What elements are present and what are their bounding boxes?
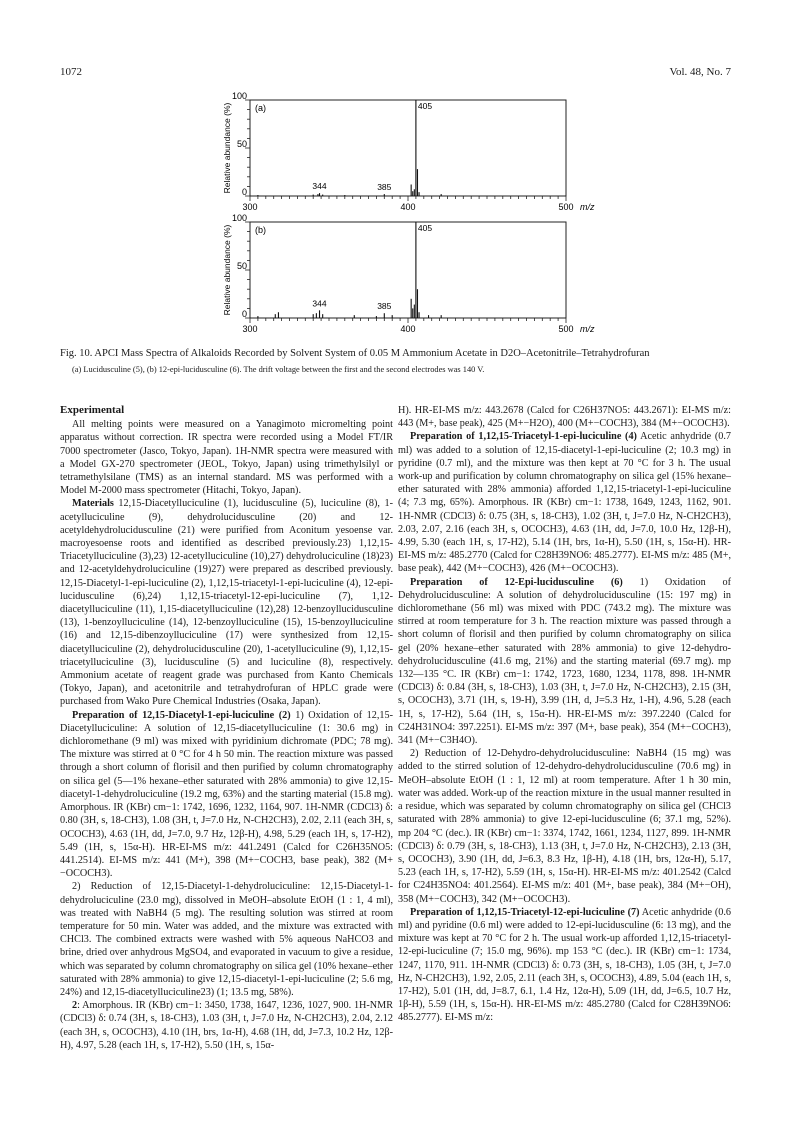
paragraph-compound-2 <box>60 999 393 1052</box>
experimental-heading: Experimental <box>60 404 125 416</box>
paragraph-instruments: All melting points were measured on a Yanagimoto micromelting point apparatus without correction. IR spectra were recorded using a Model FT/IR 7000 spectrometer (Jasco, Tokyo, Japan). 1H-NMR spectra were measured with a Model GX-270 spectrometer (JEOL, Tokyo, Japan) using trimethylsilyl or tetramethylsilane (TMS) as an internal standard. MS was performed with a Model M-2000 mass spectrometer (Hitachi, Tokyo, Japan). <box>60 419 393 497</box>
panel-label: (b) <box>255 225 266 235</box>
paragraph-continued: H). HR-EI-MS m/z: 443.2678 (Calcd for C26H37NO5: 443.2671): EI-MS m/z: 443 (M+, base peak), 425 (M+−H2O), 400 (M+−COCH3), 384 (M+−OCOCH3). <box>398 405 731 430</box>
y-axis-label: Relative abundance (%) <box>222 224 232 316</box>
mass-spectra-figure <box>0 0 793 345</box>
x-tick-label: 400 <box>400 202 416 212</box>
y-tick-label: 50 <box>236 139 247 149</box>
spectrum-panel-b <box>222 213 595 334</box>
x-tick-label: 300 <box>242 202 258 212</box>
peak-label: 385 <box>377 182 392 193</box>
materials-heading: Materials <box>72 498 114 510</box>
prep-2-text: 1) Oxidation of 12,15-Diacetylluciculine: A solution of 12,15-diacetylluciculine (1: 30.6 mg) in dichloromethane (9 ml) was mixed with pyridinium dichromate (PDC; 78 mg). The mixture was stirred at 0 °C for 4 h 50 min. The reaction mixture was passed through a short column of florisil and then purified by column chromatography on silica gel (5—1% hexane–ether saturated with 28% ammonia) to give 12,15-diacetyl-1-dehydroluciculine (19.2 mg, 63%) and the starting material (15.8 mg). Amorphous. IR (KBr) cm−1: 1742, 1696, 1232, 1164, 907. 1H-NMR (CDCl3) δ: 0.80 (3H, s, 18-CH3), 1.08 (3H, t, J=7.0 Hz, N-CH2CH3), 2.02, 2.11 (each 3H, s, OCOCH3), 4.63 (1H, dd, J=7.0, 9.7 Hz, 12β-H), 4.98, 5.29 (each 1H, s, 17-H2), 5.49 (1H, s, 15α-H). HR-EI-MS m/z: 441.2491 (Calcd for C26H35NO5: 441.2514). EI-MS m/z: 441 (M+), 398 (M+−COCH3, base peak), 382 (M+−OCOCH3). <box>60 709 393 880</box>
x-tick-label: 500 <box>558 202 574 212</box>
volume-issue: Vol. 48, No. 7 <box>669 66 731 78</box>
y-tick-label: 0 <box>241 309 247 319</box>
y-tick-label: 50 <box>236 261 247 271</box>
x-axis-label: m/z <box>580 324 595 334</box>
x-tick-label: 500 <box>558 324 574 334</box>
x-tick-label: 300 <box>242 324 258 334</box>
compound-2-data: : Amorphous. IR (KBr) cm−1: 3450, 1738, 1647, 1236, 1027, 900. 1H-NMR (CDCl3) δ: 0.74 (3H, s, 18-CH3), 1.03 (3H, t, J=7.0 Hz, N-CH2CH3), 2.04, 2.12 (each 3H, s, OCOCH3), 4.10 (1H, brs, 1α-H), 4.68 (1H, dd, J=7.3, 10.2 Hz, 12β-H), 4.97, 5.28 (each 1H, s, 17-H2), 5.50 (1H, s, 15α- <box>60 1000 393 1051</box>
paragraph-prep-2-reduction: 2) Reduction of 12,15-Diacetyl-1-dehydroluciculine: 12,15-Diacetyl-1-dehydroluciculine (23.0 mg), dissolved in MeOH–absolute EtOH (1 : 1, 4 ml), was treated with NaBH4 (5 mg). The resulting solution was stirred at room temperature for 50 min. Water was added, and the mixture was extracted with CHCl3. The combined extracts were washed with 5% aqueous NaHCO3 and brine, dried over anhydrous MgSO4, and evaporated in vacuum to give a residue, which was separated by column chromatography on silica gel (10% hexane–ether saturated with 28% ammonia) to give 12,15-diacetyl-1-epi-luciculine (2; 5.6 mg, 24%) and 12,15-diacetylluciculine23) (1; 13.5 mg, 58%). <box>60 881 393 998</box>
peak-label: 344 <box>312 298 327 309</box>
figure-caption: Fig. 10. APCI Mass Spectra of Alkaloids Recorded by Solvent System of 0.05 M Ammonium Acetate in D2O–Acetonitrile–Tetrahydrofuran <box>60 348 650 359</box>
spectrum-panel-a <box>222 91 595 212</box>
prep-7-text: Acetic anhydride (0.6 ml) and pyridine (0.6 ml) were added to 12-epi-lucidusculine (6: 13 mg), and the mixture was kept at 70 °C for 2 h. The usual work-up afforded 1,12,15-triacetyl-12-epi-luciculine (7; 15.0 mg, 96%). mp 153 °C (dec.). IR (KBr) cm−1: 1734, 1247, 1170, 911. 1H-NMR (CDCl3) δ: 0.73 (3H, s, 18-CH3), 1.05 (3H, t, J=7.0 Hz, N-CH2CH3), 1.92, 2.05, 2.11 (each 3H, s, OCOCH3), 4.89, 5.04 (each 1H, s, 17-H2), 5.01 (1H, dd, J=8.7, 6.1, 1.4 Hz, 12α-H), 5.09 (1H, dd, J=6.5, 10.7 Hz, 1β-H), 5.59 (1H, s, 15α-H). HR-EI-MS m/z: 485.2780 (Calcd for C28H39NO6: 485.2777). EI-MS m/z: <box>398 906 731 1024</box>
paragraph-prep-4 <box>398 430 731 575</box>
paragraph-materials <box>60 497 393 708</box>
prep-7-heading: Preparation of 1,12,15-Triacetyl-12-epi-luciculine (7) <box>410 906 640 918</box>
y-axis-label: Relative abundance (%) <box>222 102 232 194</box>
compound-2-label: 2 <box>72 1000 78 1012</box>
peak-label: 405 <box>417 101 433 111</box>
prep-6-text: 1) Oxidation of Dehydrolucidusculine: A solution of dehydrolucidusculine (15: 197 mg) in dichloromethane (56 ml) was mixed with PDC (743.2 mg). The mixture was stirred at room temperature for 3 h. The reaction mixture was passed through a short column of florisil and then purified by column chromatography on silica gel (20% hexane–ether saturated with 28% ammonia) to give 12-dehydro-dehydrolucidusculine (41.6 mg, 21%) and the starting material (69.7 mg). mp 132—135 °C. IR (KBr) cm−1: 1742, 1723, 1680, 1234, 1178, 898. 1H-NMR (CDCl3) δ: 0.84 (3H, s, 18-CH3), 1.03 (3H, t, J=7.0 Hz, N-CH2CH3), 2.15 (3H, s, OCOCH3), 3.71 (1H, s, 19-H), 3.99 (1H, d, J=5.3 Hz, 1-H), 4.96, 5.28 (each 1H, s, 17-H2), 5.64 (1H, s, 15α-H). HR-EI-MS m/z: 397.2240 (Calcd for C24H31NO4: 397.2251). EI-MS m/z: 397 (M+, base peak), 354 (M+−COCH3), 341 (M+−C3H4O). <box>398 576 731 747</box>
prep-4-text: Acetic anhydride (0.7 ml) was added to a solution of 12,15-diacetyl-1-epi-luciculine (2; 10.3 mg) in pyridine (0.7 ml), and the mixture was then kept at 70 °C for 3 h. The usual work-up and purification by column chromatography on silica gel (15% hexane–ether saturated with 28% ammonia) afforded 1,12,15-triacetyl-1-epi-luciculine (4; 7.3 mg, 65%). Amorphous. IR (KBr) cm−1: 1738, 1649, 1243, 1162, 901. 1H-NMR (CDCl3) δ: 0.75 (3H, s, 18-CH3), 1.02 (3H, t, J=7.0 Hz, N-CH2CH3), 2.03, 2.07, 2.16 (each 3H, s, OCOCH3), 4.63 (1H, dd, J=7.0, 10.0 Hz, 12β-H), 4.99, 5.30 (each 1H, s, 17-H2), 5.14 (1H, brs, 1α-H), 5.50 (1H, s, 15α-H). HR-EI-MS m/z: 485.2770 (Calcd for C28H39NO6: 485.2777). EI-MS m/z: 485 (M+, base peak), 442 (M+−COCH3), 426 (M+−OCOCH3). <box>398 431 731 575</box>
y-tick-label: 100 <box>231 213 247 223</box>
prep-6-heading: Preparation of 12-Epi-lucidusculine (6) <box>410 576 623 588</box>
paragraph-prep-2 <box>60 709 393 881</box>
paragraph-prep-7 <box>398 906 731 1025</box>
prep-2-heading: Preparation of 12,15-Diacetyl-1-epi-luciculine (2) <box>72 709 291 721</box>
plot-frame <box>250 222 566 318</box>
y-tick-label: 100 <box>231 91 247 101</box>
left-column <box>60 404 393 1052</box>
x-tick-label: 400 <box>400 324 416 334</box>
prep-4-heading: Preparation of 1,12,15-Triacetyl-1-epi-luciculine (4) <box>410 431 637 443</box>
figure-note: (a) Lucidusculine (5), (b) 12-epi-lucidusculine (6). The drift voltage between the first and the second electrodes was 140 V. <box>72 365 485 374</box>
peak-label: 405 <box>417 223 433 233</box>
paragraph-prep-6-reduction: 2) Reduction of 12-Dehydro-dehydrolucidusculine: NaBH4 (15 mg) was added to the stirred solution of 12-dehydro-dehydrolucidusculine (70.6 mg) in MeOH–absolute EtOH (1 : 1, 12 ml) at room temperature. After 1 h 30 min, water was added. Work-up of the reaction mixture in the usual manner resulted in a residue, which was separated by column chromatography on silica gel (CHCl3 saturated with 28% ammonia) to give 12-epi-lucidusculine (6; 37.1 mg, 52%). mp 204 °C (dec.). IR (KBr) cm−1: 3374, 1742, 1661, 1234, 1127, 899. 1H-NMR (CDCl3) δ: 0.79 (3H, s, 18-CH3), 1.13 (3H, t, J=7.0 Hz, N-CH2CH3), 2.13 (3H, s, OCOCH3), 3.90 (1H, dd, J=6.3, 8.3 Hz, 1β-H), 4.18 (1H, brs, 12α-H), 5.17, 5.23 (each 1H, s, 17-H2), 5.59 (1H, s, 15α-H). HR-EI-MS m/z: 401.2542 (Calcd for C24H35NO4: 401.2564). EI-MS m/z: 401 (M+, base peak), 384 (M+−OH), 358 (M+−COCH3), 342 (M+−OCOCH3). <box>398 748 731 905</box>
right-column <box>398 404 731 1025</box>
peak-label: 385 <box>377 301 392 312</box>
peak-label: 344 <box>312 181 327 192</box>
paragraph-prep-6 <box>398 576 731 748</box>
y-tick-label: 0 <box>241 187 247 197</box>
page-number: 1072 <box>60 66 82 78</box>
x-axis-label: m/z <box>580 202 595 212</box>
materials-text: 12,15-Diacetylluciculine (1), lucidusculine (5), luciculine (8), 1-acetylluciculine (9), dehydrolucidusculine (20) and 12-acetyldehydrolucidusculine (21) were purified from Aconitum yesoense var. macroyesoense roots and identified as described previously.23) 1,12,15-Triacetylluciculine (3),23) 12-acetylluciculine (10),27) dehydroluciculine (18)23) and 12-acetyldehydroluciculine (19)27) were prepared as described previously. 12,15-Diacetyl-1-epi-luciculine (2), 1,12,15-triacetyl-1-epi-luciculine (4), 12-epi-lucidusculine (6),24) 1,12,15-triacetyl-12-epi-luciculine (7), 1,12-diacetylluciculine (11), 1,15-diacetylluciculine (12),28) 12-benzoyllucidusculine (13), 1-benzoylluciculine (14), 12-benzoylluciculine (15), 15-benzoylluciculine (16) and 12,15-dibenzoylluciculine (17) were synthesized from 12,15-diacetylluciculine (2), dehydrolucidusculine (20), 1-acetylluciculine (9), 1,12,15-triacetylluciculine (3), lucidusculine (5) and luciculine (8), respectively. Ammonium acetate of reagent grade was purchased from Kanto Chemicals (Tokyo, Japan), and acetonitrile and tetrahydrofuran of HPLC grade were purchased from Wako Pure Chemical Industries (Osaka, Japan). <box>60 498 393 708</box>
plot-frame <box>250 100 566 196</box>
panel-label: (a) <box>255 103 266 113</box>
